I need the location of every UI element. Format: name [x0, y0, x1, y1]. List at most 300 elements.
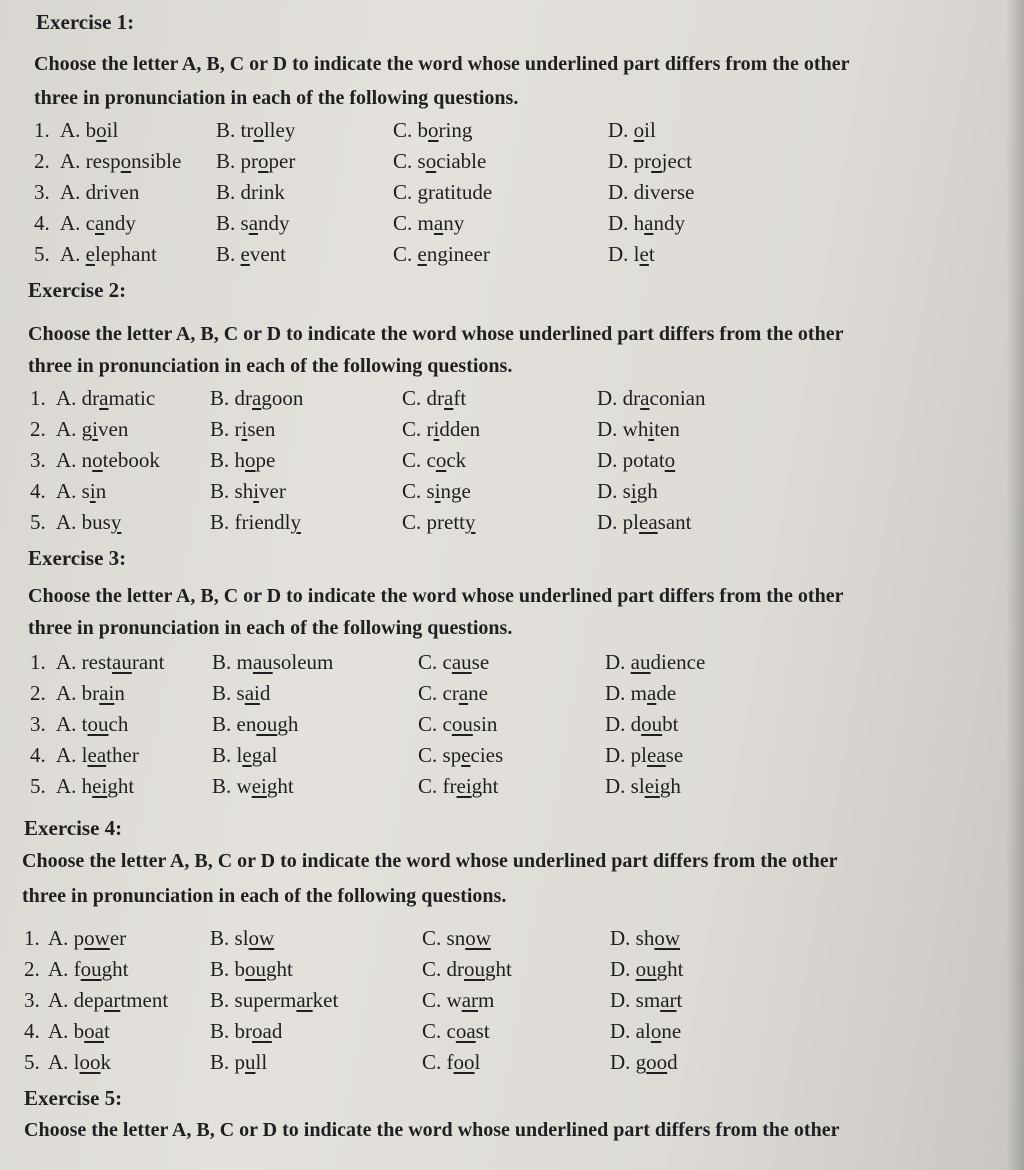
word-part: ght: [471, 774, 499, 798]
answer-option-a: [56, 774, 134, 799]
option-letter: B.: [210, 479, 230, 503]
answer-option-b: [210, 479, 286, 504]
word-part: g: [81, 417, 93, 441]
word-part: sant: [657, 510, 692, 534]
answer-option-b: [216, 180, 285, 205]
word-part: lley: [263, 118, 296, 142]
underlined-part: o: [92, 448, 103, 472]
underlined-part: o: [96, 118, 107, 142]
answer-option-c: [402, 510, 476, 535]
underlined-part: ow: [84, 926, 110, 950]
word-part: c: [85, 211, 95, 235]
word-part: sh: [635, 926, 655, 950]
question-number: 3.: [34, 180, 50, 204]
word-part: c: [442, 650, 452, 674]
word-part: ten: [654, 417, 680, 441]
exercise-instruction-line-1: Choose the letter A, B, C or D to indicate the word whose underlined part differs from the other: [24, 1119, 840, 1141]
word-part: b: [85, 118, 97, 142]
word-part: matic: [108, 386, 156, 410]
answer-option-d: [605, 774, 681, 799]
word-part: dience: [650, 650, 706, 674]
word-part: sh: [234, 479, 254, 503]
word-part: rest: [81, 650, 112, 674]
option-letter: D.: [597, 417, 618, 441]
word-part: ndy: [258, 211, 290, 235]
answer-option-c: [418, 650, 489, 675]
word-part: en: [236, 712, 257, 736]
word-part: tment: [120, 988, 169, 1012]
word-part: l: [236, 743, 243, 767]
option-letter: B.: [212, 743, 232, 767]
word-part: d: [667, 1050, 678, 1074]
underlined-part: ea: [87, 743, 107, 767]
option-letter: A.: [56, 774, 77, 798]
word-part: nsible: [131, 149, 182, 173]
word-part: il: [644, 118, 656, 142]
underlined-part: a: [644, 211, 654, 235]
underlined-part: o: [428, 118, 439, 142]
word-part: m: [236, 650, 253, 674]
word-part: d: [271, 1019, 283, 1043]
word-part: br: [81, 681, 100, 705]
question-number: 1.: [30, 650, 46, 674]
word-part: ght: [107, 774, 135, 798]
answer-option-b: [212, 774, 294, 799]
option-letter: A.: [56, 510, 77, 534]
underlined-part: e: [639, 242, 649, 266]
answer-option-c: [418, 712, 497, 737]
option-letter: D.: [608, 149, 629, 173]
word-part: l: [73, 1050, 80, 1074]
answer-option-c: [422, 988, 494, 1013]
word-part: ght: [485, 957, 512, 981]
underlined-part: ou: [80, 957, 102, 981]
word-part: ther: [106, 743, 139, 767]
underlined-part: ea: [647, 743, 666, 767]
answer-option-b: [216, 211, 290, 236]
underlined-part: i: [89, 479, 96, 503]
word-part: s: [81, 479, 90, 503]
word-part: b: [234, 957, 246, 981]
word-part: ndy: [653, 211, 685, 235]
underlined-part: a: [458, 681, 469, 705]
question-row: [0, 149, 1000, 179]
underlined-part: ei: [456, 774, 472, 798]
option-letter: D.: [610, 988, 631, 1012]
option-letter: B.: [210, 1050, 230, 1074]
option-letter: A.: [56, 417, 77, 441]
word-part: l: [81, 743, 88, 767]
word-part: pr: [240, 149, 259, 173]
option-letter: B.: [210, 988, 230, 1012]
question-row: [0, 510, 1000, 540]
word-part: k: [100, 1050, 112, 1074]
answer-option-c: [422, 926, 491, 951]
question-number: 4.: [34, 211, 50, 235]
answer-option-d: [605, 650, 705, 675]
word-part: c: [426, 448, 436, 472]
answer-option-d: [608, 211, 685, 236]
word-part: b: [417, 118, 429, 142]
word-part: s: [236, 681, 245, 705]
answer-option-d: [608, 118, 656, 143]
question-row: [0, 211, 1000, 241]
underlined-part: e: [417, 242, 427, 266]
underlined-part: o: [425, 149, 437, 173]
answer-option-d: [610, 1019, 681, 1044]
underlined-part: ea: [639, 510, 658, 534]
question-number: 5.: [30, 774, 46, 798]
answer-option-c: [393, 211, 464, 236]
underlined-part: ow: [654, 926, 681, 950]
word-part: l: [633, 242, 640, 266]
word-part: pl: [622, 510, 640, 534]
answer-option-b: [210, 926, 274, 951]
exercise-title: Exercise 4:: [24, 816, 123, 840]
word-part: ring: [438, 118, 473, 142]
word-part: pr: [633, 149, 652, 173]
word-part: br: [234, 1019, 253, 1043]
word-part: ket: [312, 988, 339, 1012]
word-part: ndy: [104, 211, 136, 235]
answer-option-c: [418, 774, 499, 799]
question-row: [0, 417, 1000, 447]
underlined-part: i: [253, 479, 260, 503]
option-letter: B.: [216, 242, 236, 266]
answer-option-d: [605, 743, 683, 768]
option-letter: A.: [60, 149, 81, 173]
underlined-part: au: [451, 650, 472, 674]
answer-option-b: [212, 650, 333, 675]
question-number: 3.: [30, 712, 46, 736]
underlined-part: ai: [99, 681, 115, 705]
underlined-part: a: [248, 211, 259, 235]
word-part: r: [426, 417, 434, 441]
option-letter: B.: [210, 448, 230, 472]
word-part: ne: [468, 681, 488, 705]
answer-option-b: [216, 242, 286, 267]
answer-option-c: [422, 1019, 490, 1044]
underlined-part: ar: [461, 988, 479, 1012]
underlined-part: u: [245, 1050, 256, 1074]
answer-option-b: [210, 957, 293, 982]
answer-option-c: [418, 743, 503, 768]
answer-option-d: [610, 957, 684, 982]
word-part: ght: [266, 774, 294, 798]
word-part: er: [109, 926, 127, 950]
answer-option-a: [56, 743, 139, 768]
option-letter: B.: [212, 712, 232, 736]
answer-option-b: [210, 448, 275, 473]
underlined-part: i: [630, 479, 637, 503]
answer-option-c: [422, 1050, 480, 1075]
question-row: [0, 988, 1000, 1018]
underlined-part: i: [434, 479, 441, 503]
option-letter: B.: [210, 957, 230, 981]
underlined-part: i: [433, 417, 440, 441]
word-part: ny: [443, 211, 465, 235]
word-part: r: [234, 417, 242, 441]
underlined-part: ei: [92, 774, 108, 798]
word-part: gh: [277, 712, 299, 736]
option-letter: D.: [597, 448, 618, 472]
option-letter: C.: [422, 1019, 442, 1043]
answer-option-a: [60, 180, 139, 205]
answer-option-b: [210, 1050, 267, 1075]
underlined-part: ou: [641, 712, 663, 736]
answer-option-c: [422, 957, 512, 982]
question-row: [0, 681, 1000, 711]
underlined-part: ou: [256, 712, 278, 736]
option-letter: A.: [60, 211, 81, 235]
underlined-part: y: [290, 510, 301, 534]
word-part: conian: [649, 386, 706, 410]
word-part: c: [442, 712, 452, 736]
answer-option-a: [48, 957, 129, 982]
option-letter: C.: [422, 957, 442, 981]
answer-option-d: [610, 988, 682, 1013]
word-part: potat: [622, 448, 665, 472]
question-number: 2.: [34, 149, 50, 173]
underlined-part: au: [112, 650, 132, 674]
word-part: bt: [662, 712, 679, 736]
word-part: dden: [439, 417, 481, 441]
underlined-part: i: [241, 417, 248, 441]
answer-option-a: [56, 479, 106, 504]
exercise-instruction-line-1: Choose the letter A, B, C or D to indicate the word whose underlined part differs from the other: [22, 850, 838, 872]
underlined-part: au: [252, 650, 273, 674]
answer-option-b: [212, 681, 270, 706]
underlined-part: o: [435, 448, 447, 472]
underlined-part: e: [85, 242, 95, 266]
answer-option-c: [402, 479, 471, 504]
option-letter: C.: [418, 712, 438, 736]
word-part: dr: [622, 386, 641, 410]
question-row: [0, 743, 1000, 773]
word-part: gal: [251, 743, 278, 767]
answer-option-a: [56, 650, 164, 675]
word-part: ll: [255, 1050, 268, 1074]
option-letter: C.: [422, 926, 442, 950]
question-number: 4.: [30, 743, 46, 767]
answer-option-a: [48, 926, 126, 951]
option-letter: A.: [56, 448, 77, 472]
word-part: s: [426, 479, 435, 503]
underlined-part: ai: [244, 681, 260, 705]
option-letter: C.: [393, 242, 413, 266]
option-letter: C.: [402, 417, 422, 441]
underlined-part: i: [648, 417, 655, 441]
underlined-part: ow: [465, 926, 491, 950]
word-part: sm: [635, 988, 661, 1012]
underlined-part: o: [258, 149, 269, 173]
word-part: dr: [446, 957, 465, 981]
underlined-part: oa: [84, 1019, 104, 1043]
option-letter: D.: [608, 242, 629, 266]
option-letter: C.: [402, 510, 422, 534]
question-number: 5.: [34, 242, 50, 266]
option-letter: A.: [60, 242, 81, 266]
option-letter: D.: [597, 386, 618, 410]
word-part: resp: [85, 149, 121, 173]
option-letter: A.: [48, 1050, 69, 1074]
option-letter: A.: [56, 479, 77, 503]
exercise-instruction-line-2: three in pronunciation in each of the following questions.: [28, 355, 513, 377]
word-part: ght: [656, 957, 684, 981]
word-part: gratitude: [417, 180, 493, 204]
option-letter: B.: [216, 149, 236, 173]
word-part: w: [446, 988, 462, 1012]
underlined-part: o: [664, 448, 676, 472]
word-part: al: [635, 1019, 651, 1043]
underlined-part: ou: [635, 957, 657, 981]
word-part: m: [478, 988, 495, 1012]
underlined-part: oo: [79, 1050, 101, 1074]
exercise-title: Exercise 1:: [36, 10, 135, 34]
word-part: c: [446, 1019, 456, 1043]
underlined-part: a: [647, 681, 657, 705]
word-part: n: [114, 681, 125, 705]
underlined-part: ou: [451, 712, 473, 736]
answer-option-a: [56, 417, 128, 442]
word-part: dr: [81, 386, 100, 410]
answer-option-b: [210, 510, 301, 535]
answer-option-a: [60, 118, 118, 143]
question-number: 5.: [24, 1050, 40, 1074]
option-letter: C.: [393, 211, 413, 235]
word-part: bus: [81, 510, 111, 534]
word-part: t: [104, 1019, 110, 1043]
word-part: t: [81, 712, 88, 736]
word-part: ngineer: [426, 242, 490, 266]
answer-option-a: [56, 510, 121, 535]
word-part: st: [475, 1019, 490, 1043]
answer-option-d: [597, 386, 705, 411]
option-letter: A.: [56, 681, 77, 705]
underlined-part: o: [245, 448, 256, 472]
option-letter: B.: [210, 417, 230, 441]
option-letter: C.: [422, 1050, 442, 1074]
question-number: 2.: [30, 417, 46, 441]
option-letter: C.: [418, 743, 438, 767]
word-part: sl: [630, 774, 645, 798]
underlined-part: oo: [646, 1050, 668, 1074]
word-part: se: [665, 743, 684, 767]
underlined-part: ei: [644, 774, 660, 798]
answer-option-d: [608, 242, 655, 267]
option-letter: A.: [48, 1019, 69, 1043]
underlined-part: i: [92, 417, 99, 441]
option-letter: C.: [393, 118, 413, 142]
underlined-part: oa: [252, 1019, 272, 1043]
question-number: 1.: [30, 386, 46, 410]
word-part: pe: [255, 448, 276, 472]
word-part: l: [474, 1050, 481, 1074]
word-part: driven: [85, 180, 140, 204]
word-part: wh: [622, 417, 649, 441]
question-number: 4.: [24, 1019, 40, 1043]
option-letter: C.: [418, 774, 438, 798]
word-part: goon: [261, 386, 304, 410]
answer-option-d: [597, 417, 680, 442]
underlined-part: o: [650, 1019, 662, 1043]
word-part: h: [633, 211, 645, 235]
option-letter: C.: [402, 479, 422, 503]
option-letter: C.: [418, 681, 438, 705]
exercise-instruction-line-2: three in pronunciation in each of the following questions.: [28, 617, 513, 639]
word-part: ch: [108, 712, 129, 736]
underlined-part: ou: [87, 712, 109, 736]
underlined-part: o: [651, 149, 662, 173]
option-letter: D.: [610, 926, 631, 950]
exercise-instruction-line-2: three in pronunciation in each of the following questions.: [22, 885, 507, 907]
question-row: [0, 1050, 1000, 1080]
word-part: lephant: [95, 242, 157, 266]
underlined-part: ar: [660, 988, 677, 1012]
word-part: diverse: [633, 180, 695, 204]
answer-option-d: [610, 926, 680, 951]
word-part: t: [648, 242, 655, 266]
underlined-part: ar: [104, 988, 121, 1012]
word-part: friendl: [234, 510, 291, 534]
answer-option-c: [418, 681, 488, 706]
word-part: s: [622, 479, 631, 503]
answer-option-d: [610, 1050, 678, 1075]
option-letter: A.: [56, 743, 77, 767]
word-part: p: [234, 1050, 246, 1074]
answer-option-c: [393, 242, 490, 267]
photo-edge-shadow: [1006, 0, 1024, 1170]
answer-option-b: [216, 149, 295, 174]
word-part: d: [630, 712, 642, 736]
answer-option-b: [212, 743, 277, 768]
question-row: [0, 926, 1000, 956]
exercise-instruction-line-1: Choose the letter A, B, C or D to indicate the word whose underlined part differs from the other: [28, 585, 844, 607]
answer-option-d: [608, 149, 692, 174]
underlined-part: o: [633, 118, 645, 142]
underlined-part: a: [433, 211, 444, 235]
word-part: n: [81, 448, 93, 472]
option-letter: D.: [605, 712, 626, 736]
underlined-part: e: [240, 242, 250, 266]
answer-option-d: [597, 448, 675, 473]
word-part: t: [676, 988, 683, 1012]
option-letter: B.: [212, 681, 232, 705]
option-letter: C.: [393, 180, 413, 204]
word-part: tebook: [102, 448, 160, 472]
option-letter: C.: [402, 448, 422, 472]
option-letter: D.: [597, 510, 618, 534]
word-part: s: [240, 211, 249, 235]
answer-option-a: [60, 211, 136, 236]
underlined-part: au: [630, 650, 651, 674]
exercise-instruction-line-2: three in pronunciation in each of the following questions.: [34, 87, 519, 109]
word-part: m: [630, 681, 648, 705]
question-number: 1.: [34, 118, 50, 142]
underlined-part: y: [110, 510, 122, 534]
answer-option-d: [605, 712, 679, 737]
answer-option-c: [402, 417, 480, 442]
question-row: [0, 242, 1000, 272]
option-letter: D.: [608, 211, 629, 235]
word-part: sl: [234, 926, 249, 950]
answer-option-a: [48, 988, 168, 1013]
word-part: h: [81, 774, 93, 798]
word-part: prett: [426, 510, 465, 534]
option-letter: A.: [60, 118, 81, 142]
underlined-part: ei: [251, 774, 267, 798]
word-part: ck: [446, 448, 467, 472]
